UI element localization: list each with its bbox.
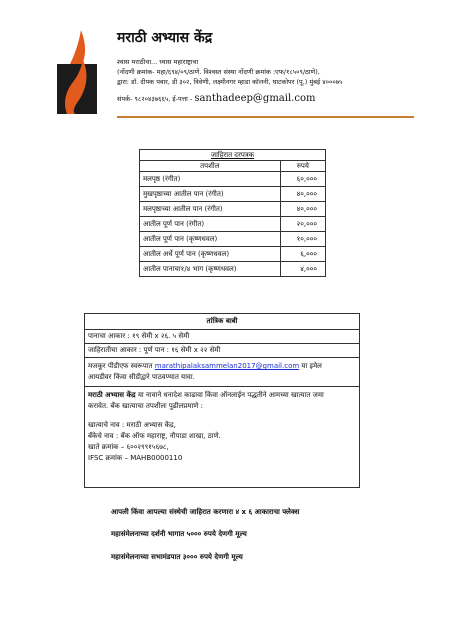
rates-col-item: तपशील: [140, 161, 281, 172]
rate-item: आतील पूर्ण पान (रंगीत): [140, 217, 281, 232]
payment-instructions: [85, 387, 359, 467]
payment-line2: करावेत. बँक खात्याचा तपशीलः पुढीलप्रमाणे :: [88, 402, 203, 410]
matter-suffix: या इमेल: [301, 362, 322, 370]
registration-details: (नोंदणी क्रमांक- महा/६९४/०९/ठाणे. विश्वस्त संस्था नोंदणी क्रमांक :एफ/१८५०९/ठाणे),: [117, 68, 320, 76]
table-row: [140, 232, 326, 247]
payment-line1: या नावाने धनादेश काढावा किंवा ऑनलाईन पद्धतीने आमच्या खात्यात जमा: [137, 391, 324, 399]
rate-price: ६,०००: [280, 247, 325, 262]
rate-item: आतील पूर्ण पान (कृष्णधवल): [140, 232, 281, 247]
ad-rates-table: [139, 149, 326, 277]
rate-item: मुखपृष्ठाच्या आतील पान (रंगीत): [140, 187, 281, 202]
account-number: खाते क्रमांक – ६००२९९१५६७८,: [88, 443, 169, 451]
matter-prefix: मजकूर पीडीएफ स्वरूपात: [88, 362, 153, 370]
contact-phone: संपर्क- ९८२०४३७६६५, ई-पत्ता -: [117, 95, 193, 103]
flex-ad-note: आपली किंवा आपल्या संस्थेची जाहिरात करणारा ४ x ६ आकाराचा फ्लेक्स: [111, 508, 300, 516]
table-row: [140, 262, 326, 277]
table-row: [140, 217, 326, 232]
table-row: [140, 187, 326, 202]
front-area-donation: महासंमेलनाच्या दर्शनी भागात ५००० रुपये देणगी मूल्य: [111, 530, 247, 538]
rate-price: ४०,०००: [280, 202, 325, 217]
table-row: [140, 247, 326, 262]
rate-price: २०,०००: [280, 217, 325, 232]
organization-logo: [57, 30, 97, 114]
contact-line: [117, 93, 315, 104]
hall-donation: महासंमेलनाच्या सभामंडपात ३००० रुपये देणगी मूल्य: [111, 553, 243, 561]
contact-email: santhadeep@gmail.com: [194, 93, 316, 104]
bank-name: बँकेचे नाव : बँक ऑफ महाराष्ट्र, नौपाडा शाखा, ठाणे.: [88, 432, 221, 440]
organization-name: मराठी अभ्यास केंद्र: [117, 30, 213, 46]
tagline: श्वास मराठीचा... ध्यास महाराष्ट्राचा: [117, 58, 199, 66]
submission-email-link[interactable]: marathipalaksammelan2017@gmail.com: [154, 362, 300, 370]
rate-price: १०,०००: [280, 232, 325, 247]
rate-item: आतील अर्धे पूर्ण पान (कृष्णधवल): [140, 247, 281, 262]
table-row: [140, 172, 326, 187]
rate-price: ४,०००: [280, 262, 325, 277]
technical-title: तांत्रिक बाबी: [85, 314, 359, 330]
ifsc-code: IFSC क्रमांक – MAHB0000110: [88, 454, 183, 462]
rate-price: ४०,०००: [280, 187, 325, 202]
rates-title: जाहिरात दरपत्रक: [140, 150, 326, 161]
ad-size: जाहिरातीचा आकार : पूर्ण पान : १६ सेमी x २२ सेमी: [85, 344, 359, 358]
rate-item: आतील पानाचा१/४ भाग (कृष्णधवल): [140, 262, 281, 277]
page-size: पानाचा आकार : १९ सेमी x २६. ५ सेमी: [85, 330, 359, 344]
rate-item: मलपृष्ठ (रंगीत): [140, 172, 281, 187]
postal-address: द्वारा: डॉ. दीपक पवार, डी ३०२, त्रिवेणी, लक्ष्मीनगर म्हाडा कॉलनी, घाटकोपर (पू.) मुंबई ४०००७५: [117, 78, 343, 86]
payee-name: मराठी अभ्यास केंद्र: [88, 391, 136, 399]
rate-item: मलपृष्ठाच्या आतील पान (रंगीत): [140, 202, 281, 217]
rates-col-price: रुपये: [280, 161, 325, 172]
account-name: खात्याचे नाव : मराठी अभ्यास केंद्र,: [88, 421, 176, 429]
rate-price: ६०,०००: [280, 172, 325, 187]
matter-line2: आयडीवर किंवा सीडीद्वारे पाठवण्यात यावा.: [88, 373, 195, 381]
table-row: [140, 202, 326, 217]
header-divider: [117, 116, 414, 118]
matter-instructions: [85, 358, 359, 387]
technical-details-box: [84, 313, 360, 488]
